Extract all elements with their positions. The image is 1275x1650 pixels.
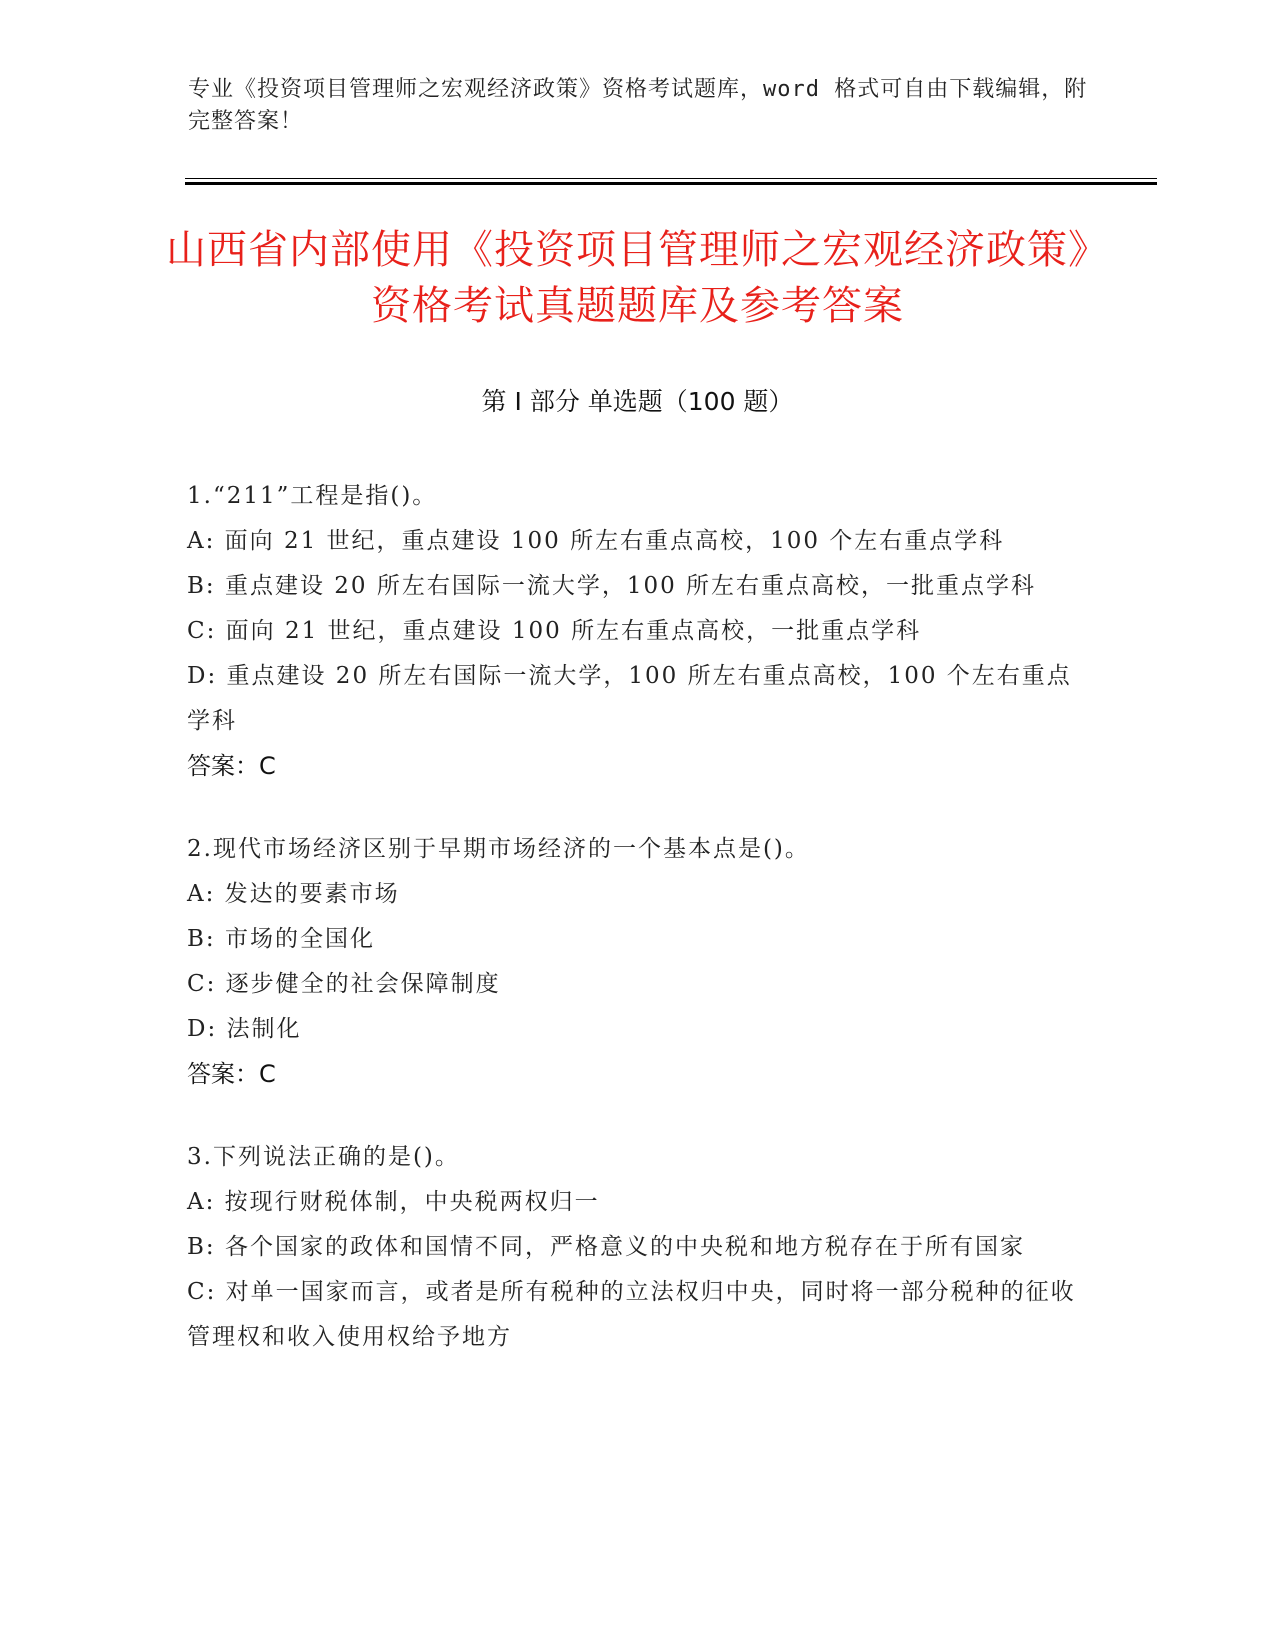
question-stem: 2.现代市场经济区别于早期市场经济的一个基本点是()。	[187, 836, 810, 862]
option-b: B: 各个国家的政体和国情不同，严格意义的中央税和地方税存在于所有国家	[187, 1234, 1025, 1260]
option-a: A: 按现行财税体制，中央税两权归一	[187, 1189, 600, 1215]
option-c: C: 面向 21 世纪，重点建设 100 所左右重点高校，一批重点学科	[187, 618, 922, 644]
question-stem: 1.“211”工程是指()。	[187, 483, 438, 509]
option-c: C: 对单一国家而言，或者是所有税种的立法权归中央，同时将一部分税种的征收管理权和收入使用权给予地方	[187, 1279, 1076, 1350]
document-title: 山西省内部使用《投资项目管理师之宏观经济政策》资格考试真题题库及参考答案	[166, 227, 1109, 329]
header-rule-thin	[185, 178, 1157, 179]
question-list	[187, 474, 1087, 1398]
question-item-3	[187, 1135, 1087, 1360]
answer-label: 答案：C	[187, 1060, 276, 1088]
option-c: C: 逐步健全的社会保障制度	[187, 971, 501, 997]
header-intro: 专业《投资项目管理师之宏观经济政策》资格考试题库，word 格式可自由下载编辑，附完整答案！	[188, 77, 1088, 134]
question-item-2	[187, 827, 1087, 1097]
option-b: B: 重点建设 20 所左右国际一流大学，100 所左右重点高校，一批重点学科	[187, 573, 1037, 599]
option-d: D: 法制化	[187, 1016, 302, 1042]
option-a: A: 发达的要素市场	[187, 881, 400, 907]
option-b: B: 市场的全国化	[187, 926, 375, 952]
header-rule-thick	[185, 182, 1157, 185]
question-item-1	[187, 474, 1087, 789]
answer-label: 答案：C	[187, 752, 276, 780]
question-stem: 3.下列说法正确的是()。	[187, 1144, 460, 1170]
option-d: D: 重点建设 20 所左右国际一流大学，100 所左右重点高校，100 个左右重点学科	[187, 663, 1072, 734]
option-a: A: 面向 21 世纪，重点建设 100 所左右重点高校，100 个左右重点学科	[187, 528, 1005, 554]
section-heading: 第 I 部分 单选题（100 题）	[481, 387, 794, 416]
